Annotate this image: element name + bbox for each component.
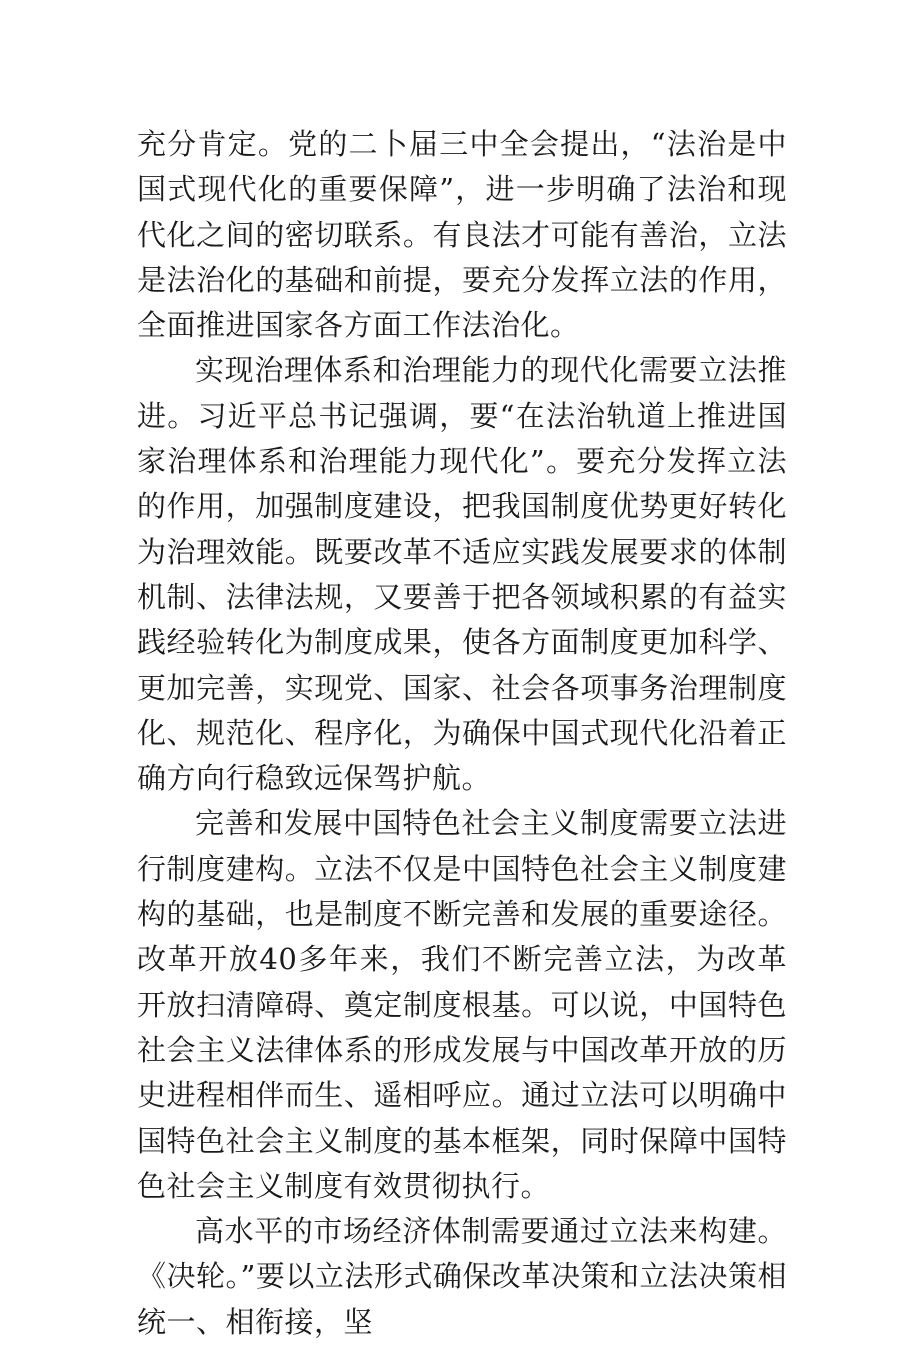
paragraph-2: 实现治理体系和治理能力的现代化需要立法推进。习近平总书记强调，要“在法治轨道上推进国家治理体系和治理能力现代化”。要充分发挥立法的作用，加强制度建设，把我国制度优势更好转化为治理效能。既要改革不适应实践发展要求的体制机制、法律法规，又要善于把各领域积累的有益实践经验转化为制度成果，使各方面制度更加科学、更加完善，实现党、国家、社会各项事务治理制度化、规范化、程序化，为确保中国式现代化沿着正确方向行稳致远保驾护航。 (137, 353, 787, 796)
document-body (137, 122, 787, 1345)
paragraph-4: 高水平的市场经济体制需要通过立法来构建。《决轮。”要以立法形式确保改革决策和立法决策相统一、相衔接，坚 (137, 1214, 787, 1339)
paragraph-3: 完善和发展中国特色社会主义制度需要立法进行制度建构。立法不仅是中国特色社会主义制度建构的基础，也是制度不断完善和发展的重要途径。改革开放40多年来，我们不断完善立法，为改革开放扫清障碍、奠定制度根基。可以说，中国特色社会主义法律体系的形成发展与中国改革开放的历史进程相伴而生、遥相呼应。通过立法可以明确中国特色社会主义制度的基本框架，同时保障中国特色社会主义制度有效贯彻执行。 (137, 806, 787, 1203)
paragraph-1: 充分肯定。党的二卜届三中全会提出，“法治是中国式现代化的重要保障”，进一步明确了法治和现代化之间的密切联系。有良法才可能有善治，立法是法治化的基础和前提，要充分发挥立法的作用，全面推进国家各方面工作法治化。 (137, 127, 787, 343)
